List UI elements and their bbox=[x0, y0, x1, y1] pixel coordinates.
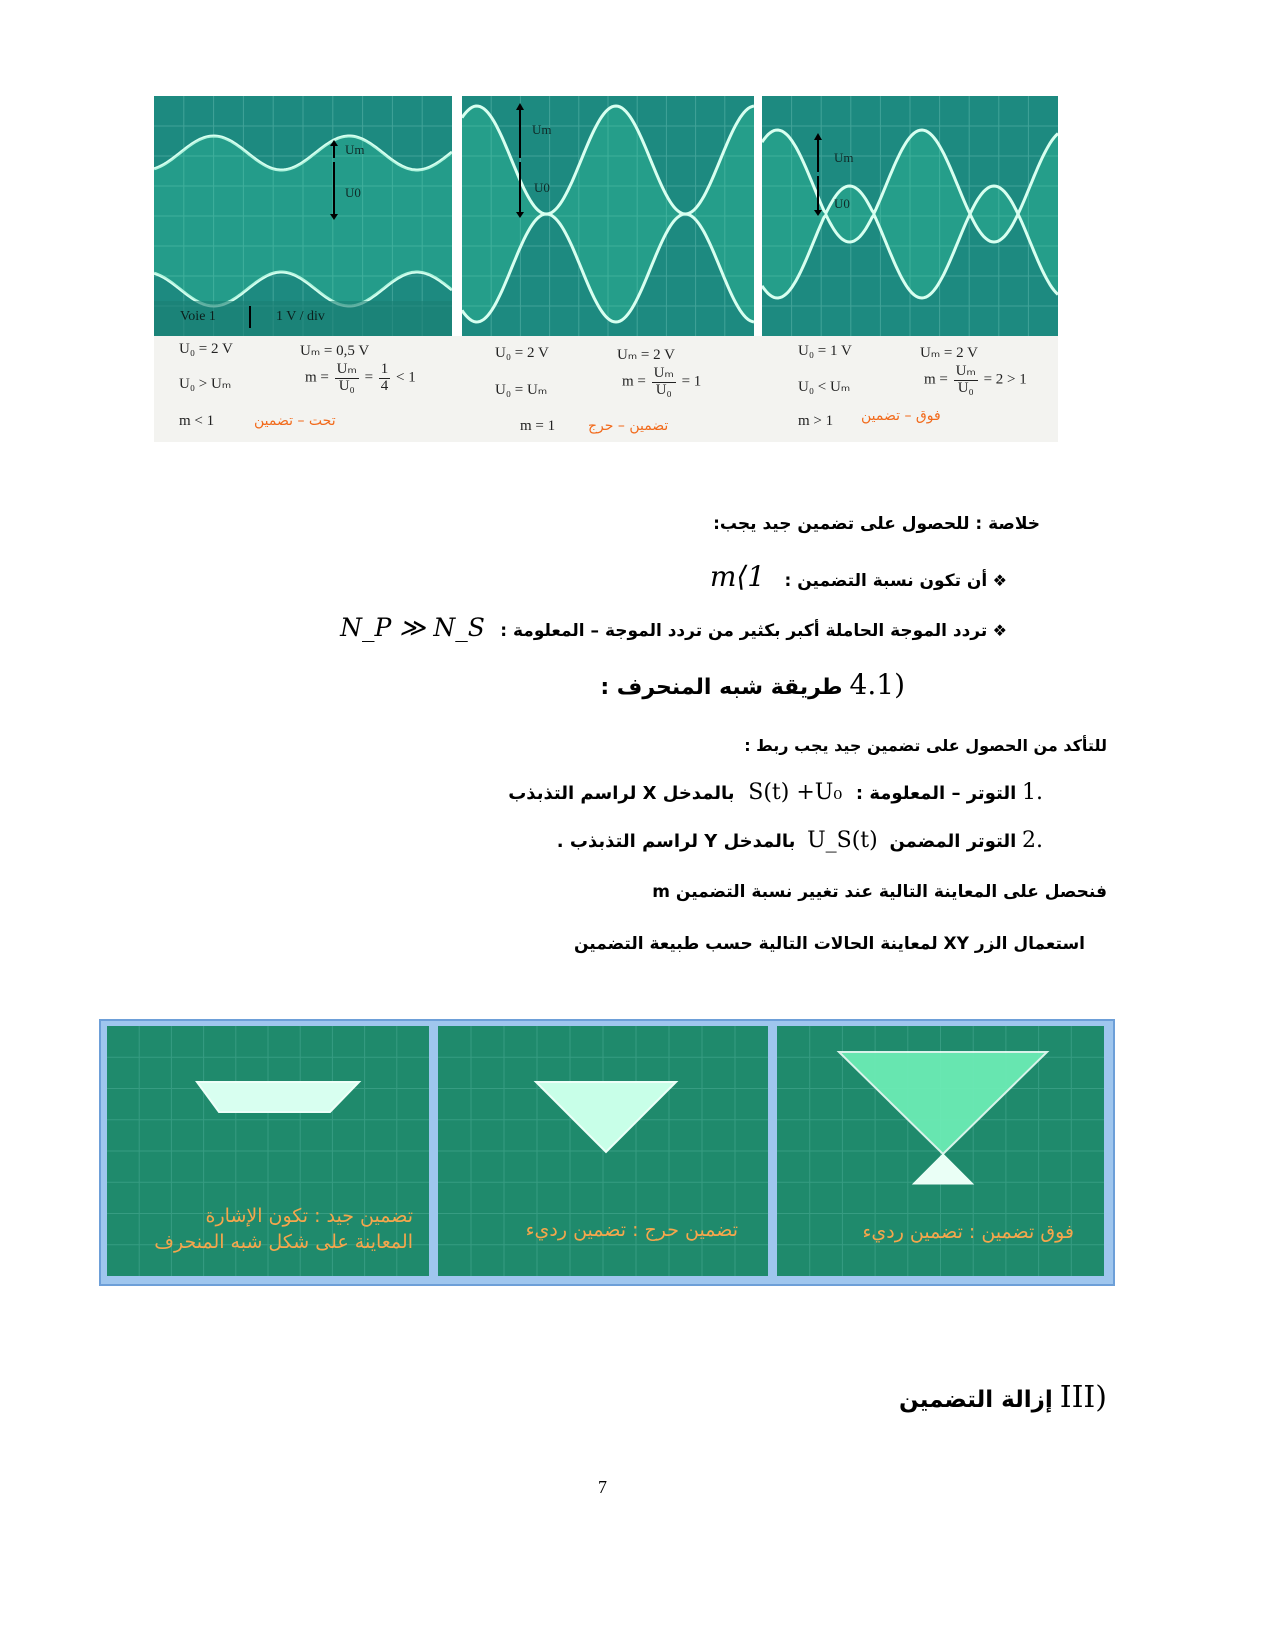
xy-panel-critical-modulation bbox=[438, 1026, 768, 1276]
section-4-1-intro: للتأكد من الحصول على تضمين جيد يجب ربط : bbox=[744, 736, 1107, 755]
section-4-1-heading: 4.1) طريقة شبه المنحرف : bbox=[600, 668, 905, 701]
summary-bullet-2: ❖ تردد الموجة الحاملة أكبر بكثير من تردد الموجة – المعلومة : N_P ≫ N_S bbox=[340, 613, 1007, 642]
scale-label: 1 V / div bbox=[276, 309, 325, 324]
scope-1-screen bbox=[154, 96, 452, 336]
page-number: 7 bbox=[598, 1477, 607, 1497]
caption-3-um: Uₘ = 2 V bbox=[920, 345, 978, 361]
caption-2-relation: U₀ = Uₘ bbox=[495, 382, 548, 398]
caption-2-u0: U₀ = 2 V bbox=[495, 345, 549, 361]
caption-1-u0: U₀ = 2 V bbox=[179, 341, 233, 357]
summary-bullet-1: ❖ أن تكون نسبة التضمين : m⟨1 bbox=[709, 560, 1007, 593]
um-marker: Um bbox=[834, 150, 854, 165]
u0-marker: U0 bbox=[534, 180, 550, 195]
u0-marker: U0 bbox=[834, 196, 850, 211]
list-item-1: .1 التوتر – المعلومة : S(t) +U₀ بالمدخل X لراسم التذبذب bbox=[508, 780, 1043, 805]
frequency-condition: N_P ≫ N_S bbox=[340, 613, 485, 642]
voie-label: Voie 1 bbox=[180, 309, 216, 324]
caption-3-u0: U₀ = 1 V bbox=[798, 343, 852, 359]
xy-label-3: فوق تضمين : تضمين رديء bbox=[862, 1221, 1074, 1243]
caption-2-formula: m = $\frac{\text{Uₘ}}{\text{U₀}}$ = 1 bbox=[622, 365, 702, 398]
diamond-bullet-icon: ❖ bbox=[992, 621, 1007, 640]
caption-2-um: Uₘ = 2 V bbox=[617, 347, 675, 363]
xy-label-2: تضمين حرج : تضمين رديء bbox=[525, 1219, 738, 1241]
caption-1-m-case: m < 1 bbox=[179, 413, 215, 429]
caption-3-m-case: m > 1 bbox=[798, 413, 834, 429]
trapezoid-shape bbox=[197, 1082, 359, 1112]
scope-under-modulation bbox=[154, 96, 452, 336]
over-modulation-lower-shape bbox=[913, 1154, 973, 1184]
u0-marker: U0 bbox=[345, 185, 361, 200]
caption-2-m-case: m = 1 bbox=[520, 418, 556, 434]
caption-2-type: تضمين – حرج bbox=[588, 418, 669, 434]
caption-1-um: Uₘ = 0,5 V bbox=[300, 343, 370, 359]
summary-heading: خلاصة : للحصول على تضمين جيد يجب: bbox=[713, 514, 1040, 534]
caption-3-type: فوق – تضمين bbox=[861, 408, 941, 424]
scope-2-screen bbox=[462, 96, 754, 336]
section-iii-heading: III) إزالة التضمين bbox=[899, 1380, 1107, 1415]
scope-over-modulation bbox=[762, 96, 1058, 336]
um-marker: Um bbox=[532, 122, 552, 137]
xy-panel-good-modulation bbox=[107, 1026, 429, 1276]
xy-panel-over-modulation bbox=[777, 1026, 1104, 1276]
scope-critical-modulation bbox=[462, 96, 754, 336]
caption-1-type: تحت – تضمين bbox=[254, 413, 336, 429]
observation-text: فنحصل على المعاينة التالية عند تغيير نسبة التضمين m bbox=[652, 882, 1107, 902]
over-modulation-upper-shape bbox=[839, 1052, 1047, 1154]
um-marker: Um bbox=[345, 142, 365, 157]
diamond-bullet-icon: ❖ bbox=[992, 571, 1007, 590]
xy-button-text: استعمال الزر XY لمعاينة الحالات التالية حسب طبيعة التضمين bbox=[574, 934, 1085, 954]
triangle-shape bbox=[536, 1082, 676, 1152]
caption-3-formula: m = $\frac{\text{Uₘ}}{\text{U₀}}$ = 2 > 1 bbox=[924, 363, 1027, 396]
list-item-2: .2 التوتر المضمن U_S(t) بالمدخل Y لراسم التذبذب . bbox=[556, 828, 1043, 853]
caption-1-formula: m = $\frac{\text{Uₘ}}{\text{U₀}}$ = $\frac{1}{4}$ < 1 bbox=[305, 361, 416, 394]
m-less-than-1: m⟨1 bbox=[709, 560, 766, 593]
caption-1-relation: U₀ > Uₘ bbox=[179, 376, 232, 392]
scope-3-screen bbox=[762, 96, 1058, 336]
caption-3-relation: U₀ < Uₘ bbox=[798, 379, 851, 395]
xy-label-1: تضمين جيد : تكون الإشارة المعاينة على شكل شبه المنحرف bbox=[154, 1205, 413, 1253]
